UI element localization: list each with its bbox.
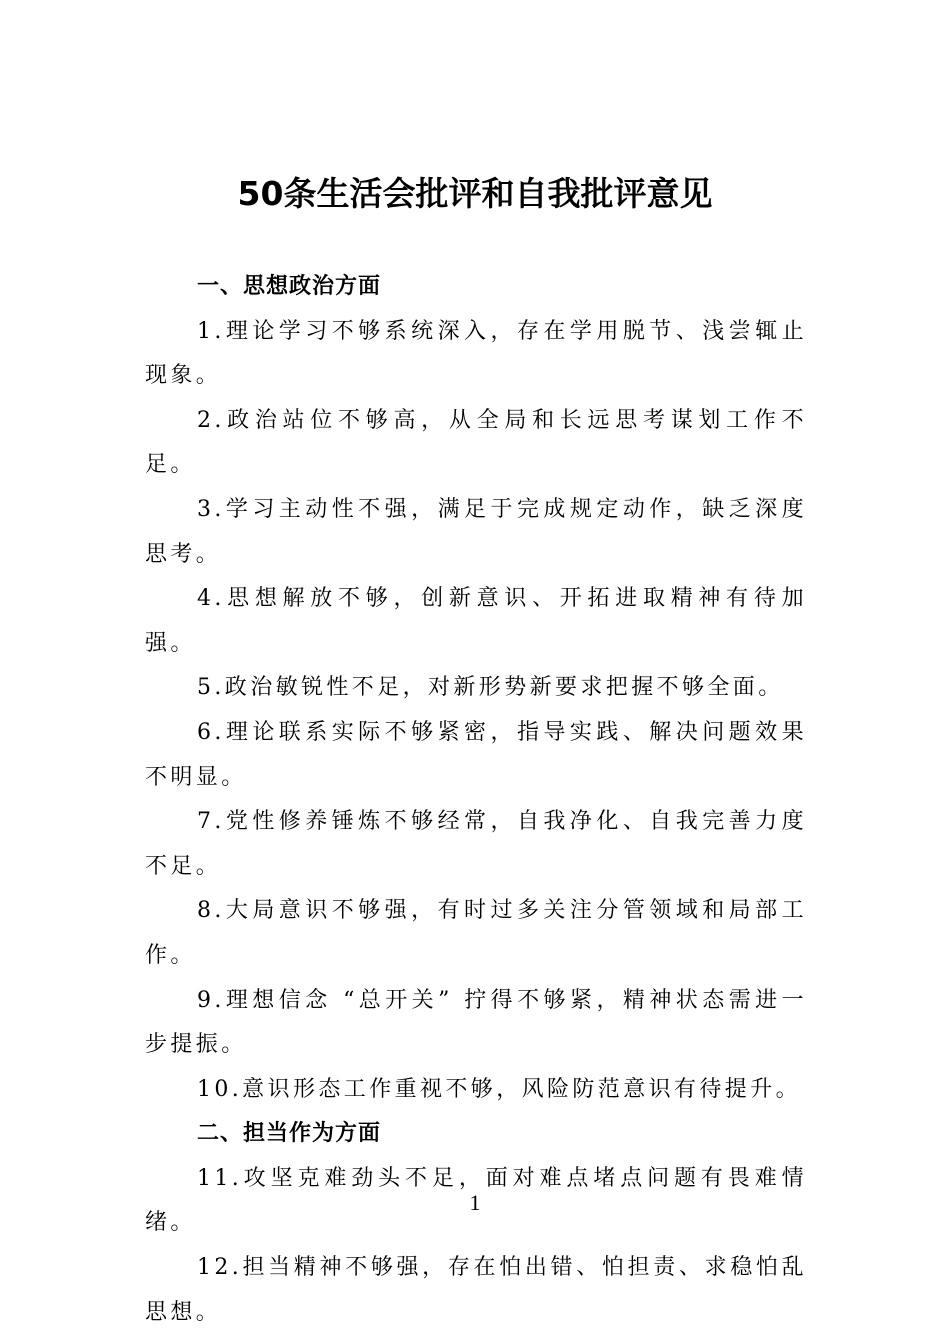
list-item: 9.理想信念 “总开关” 拧得不够紧，精神状态需进一步提振。 bbox=[145, 987, 807, 1058]
list-item: 1.理论学习不够系统深入，存在学用脱节、浅尝辄止现象。 bbox=[145, 318, 807, 389]
list-item: 8.大局意识不够强，有时过多关注分管领域和局部工作。 bbox=[145, 898, 807, 968]
list-item: 5.政治敏锐性不足，对新形势新要求把握不够全面。 bbox=[197, 675, 784, 701]
list-item: 2.政治站位不够高，从全局和长远思考谋划工作不足。 bbox=[145, 407, 807, 478]
section-heading-responsibility: 二、担当作为方面 bbox=[197, 1121, 382, 1147]
list-item: 7.党性修养锤炼不够经常，自我净化、自我完善力度不足。 bbox=[145, 809, 807, 879]
section-heading-political: 一、思想政治方面 bbox=[197, 274, 382, 299]
list-item: 6.理论联系实际不够紧密，指导实践、解决问题效果不明显。 bbox=[145, 719, 807, 790]
list-item: 3.学习主动性不强，满足于完成规定动作，缺乏深度思考。 bbox=[145, 496, 807, 567]
list-item: 12.担当精神不够强，存在怕出错、怕担责、求稳怕乱思想。 bbox=[145, 1255, 807, 1325]
document-body bbox=[145, 265, 807, 1335]
list-item: 10.意识形态工作重视不够，风险防范意识有待提升。 bbox=[197, 1076, 801, 1102]
page-number: 1 bbox=[469, 1190, 481, 1215]
list-item: 11.攻坚克难劲头不足，面对难点堵点问题有畏难情绪。 bbox=[145, 1165, 807, 1236]
list-item: 4.思想解放不够，创新意识、开拓进取精神有待加强。 bbox=[145, 586, 807, 656]
document-title: 50条生活会批评和自我批评意见 bbox=[237, 174, 713, 213]
